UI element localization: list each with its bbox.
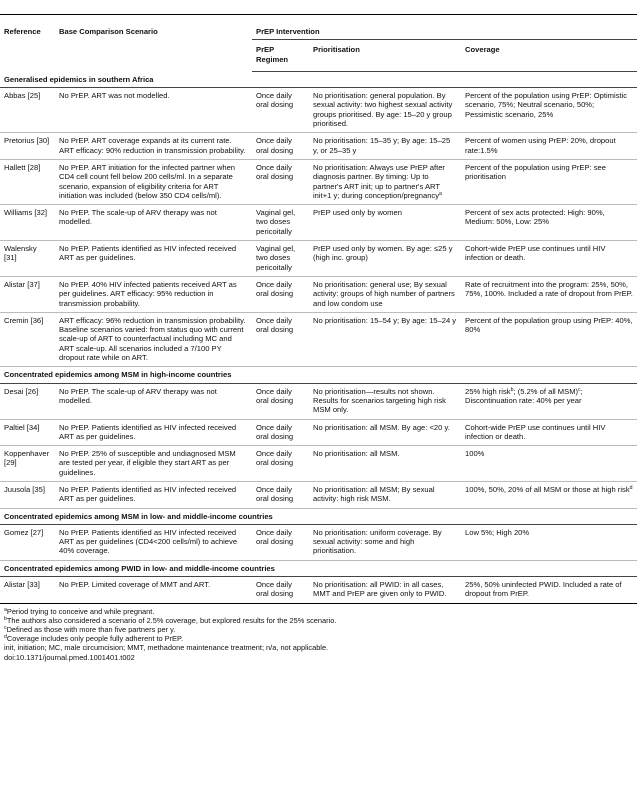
cell-prioritisation: No prioritisation: all MSM. By age: <20 y. xyxy=(309,419,461,446)
cell-regimen: Vaginal gel, two doses pericoitally xyxy=(252,241,309,277)
cell-coverage: Percent of women using PrEP: 20%, dropout rate:1.5% xyxy=(461,133,637,160)
footnote-label: b xyxy=(4,615,7,622)
footnote-d xyxy=(4,634,633,643)
footnote-label: c xyxy=(4,625,7,632)
cell-reference: Desai [26] xyxy=(0,383,55,419)
cell-prioritisation: PrEP used only by women. By age: ≤25 y (high inc. group) xyxy=(309,241,461,277)
cell-reference: Pretorius [30] xyxy=(0,133,55,160)
cell-regimen: Once daily oral dosing xyxy=(252,88,309,133)
table-row xyxy=(0,446,637,482)
footnote-text: Defined as those with more than five partners per y. xyxy=(6,625,176,635)
cell-regimen: Vaginal gel, two doses pericoitally xyxy=(252,205,309,241)
cell-coverage: Low 5%; High 20% xyxy=(461,524,637,560)
cell-base: No PrEP. ART initiation for the infected partner when CD4 cell count fell below 200 cells/ml. In a separate scenario, expansion of eligibility criteria for ART initiation was included (below 350 CD4 cells/ml). xyxy=(55,159,252,204)
table-row xyxy=(0,133,637,160)
cell-reference: Abbas [25] xyxy=(0,88,55,133)
footnote-marker: c xyxy=(578,386,581,393)
cell-text: ; (5.2% of all MSM) xyxy=(513,386,579,396)
cell-base: No PrEP. Patients identified as HIV infected received ART as per guidelines (CD4<200 cells/ml) to achieve 40% coverage. xyxy=(55,524,252,560)
header-base-scenario: Base Comparison Scenario xyxy=(59,27,158,36)
header-regimen: PrEP Regimen xyxy=(252,40,309,72)
cell-prioritisation: No prioritisation: all MSM. xyxy=(309,446,461,482)
cell-regimen: Once daily oral dosing xyxy=(252,419,309,446)
table-row xyxy=(0,577,637,604)
cell-regimen: Once daily oral dosing xyxy=(252,133,309,160)
cell-coverage: Percent of the population using PrEP: see prioritisation xyxy=(461,159,637,204)
cell-base: No PrEP. Patients identified as HIV infected received ART as per guidelines. xyxy=(55,419,252,446)
cell-reference: Gomez [27] xyxy=(0,524,55,560)
footnote-a xyxy=(4,607,633,616)
footnote-c xyxy=(4,625,633,634)
table-row xyxy=(0,312,637,366)
section-title: Concentrated epidemics among MSM in low- and middle-income countries xyxy=(0,508,637,524)
table-row xyxy=(0,481,637,508)
cell-reference: Alistar [37] xyxy=(0,276,55,312)
cell-reference: Koppenhaver [29] xyxy=(0,446,55,482)
header-reference: Reference xyxy=(4,27,41,36)
table-row xyxy=(0,383,637,419)
section-title: Concentrated epidemics among MSM in high-income countries xyxy=(0,367,637,383)
doi-link[interactable]: doi:10.1371/journal.pmed.1001401.t002 xyxy=(4,652,135,662)
cell-base: No PrEP. 40% HIV infected patients received ART as per guidelines. ART efficacy: 95% reduction in transmission probability. xyxy=(55,276,252,312)
cell-coverage: Rate of recruitment into the program: 25%, 50%, 75%, 100%. Included a rate of dropout from PrEP. xyxy=(461,276,637,312)
cell-text: ; Discontinuation rate: 40% per year xyxy=(465,386,583,405)
footnote-text: The authors also considered a scenario of 2.5% coverage, but explored results for the 25% scenario. xyxy=(6,615,337,625)
cell-prioritisation: No prioritisation—results not shown. Results for scenarios targeting high risk MSM only. xyxy=(309,383,461,419)
cell-prioritisation: No prioritisation: uniform coverage. By sexual activity: some and high prioritisation. xyxy=(309,524,461,560)
cell-base: No PrEP. ART was not modelled. xyxy=(55,88,252,133)
cell-regimen: Once daily oral dosing xyxy=(252,159,309,204)
cell-coverage: Percent of sex acts protected: High: 90%, Medium: 50%, Low: 25% xyxy=(461,205,637,241)
table-row xyxy=(0,419,637,446)
cell-text: 25% high risk xyxy=(465,386,511,396)
cell-reference: Walensky [31] xyxy=(0,241,55,277)
cell-coverage: Cohort-wide PrEP use continues until HIV infection or death. xyxy=(461,241,637,277)
footnote-label: a xyxy=(4,606,7,613)
cell-regimen: Once daily oral dosing xyxy=(252,577,309,604)
cell-regimen: Once daily oral dosing xyxy=(252,312,309,366)
table-row xyxy=(0,88,637,133)
header-prioritisation: Prioritisation xyxy=(309,40,461,72)
footnote-marker: d xyxy=(629,484,633,491)
cell-base: ART efficacy: 96% reduction in transmission probability. Baseline scenarios varied: from status quo with current scale-up of ART to counterfactual including MC and ART scale-up. All scenarios included a 7/100 PY dropout rate while on ART. xyxy=(55,312,252,366)
cell-reference: Paltiel [34] xyxy=(0,419,55,446)
footnote-marker: a xyxy=(439,190,442,197)
table-footnotes xyxy=(0,604,637,662)
cell-prioritisation xyxy=(309,159,461,204)
abbreviations: init, initiation; MC, male circumcision; MMT, methadone maintenance treatment; n/a, not applicable. xyxy=(4,643,329,653)
cell-prioritisation: PrEP used only by women xyxy=(309,205,461,241)
cell-prioritisation: No prioritisation: 15–35 y; By age: 15–25 y, or 25–35 y xyxy=(309,133,461,160)
footnote-text: Period trying to conceive and while pregnant. xyxy=(6,606,155,616)
cell-regimen: Once daily oral dosing xyxy=(252,383,309,419)
cell-prioritisation: No prioritisation: general use; By sexual activity: groups of high number of partners and low condom use xyxy=(309,276,461,312)
cell-base: No PrEP. 25% of susceptible and undiagnosed MSM are tested per year, if eligible they start ART as per guidelines. xyxy=(55,446,252,482)
table-row xyxy=(0,524,637,560)
prep-scenarios-table xyxy=(0,15,637,604)
section-title: Generalised epidemics in southern Africa xyxy=(0,71,637,87)
cell-base: No PrEP. Patients identified as HIV infected received ART as per guidelines. xyxy=(55,241,252,277)
cell-prioritisation: No prioritisation: 15–54 y; By age: 15–24 y xyxy=(309,312,461,366)
footnote-text: Coverage includes only people fully adherent to PrEP. xyxy=(6,634,184,644)
cell-prioritisation: No prioritisation: all PWID: in all cases, MMT and PrEP are given only to PWID. xyxy=(309,577,461,604)
cell-regimen: Once daily oral dosing xyxy=(252,446,309,482)
section-title: Concentrated epidemics among PWID in low- and middle-income countries xyxy=(0,560,637,576)
table-row xyxy=(0,276,637,312)
footnote-marker: b xyxy=(510,386,514,393)
table-row xyxy=(0,159,637,204)
header-coverage: Coverage xyxy=(461,40,637,72)
table-top-rule xyxy=(0,0,637,15)
cell-coverage: Percent of the population group using PrEP: 40%, 80% xyxy=(461,312,637,366)
footnote-b xyxy=(4,616,633,625)
cell-coverage xyxy=(461,383,637,419)
cell-regimen: Once daily oral dosing xyxy=(252,276,309,312)
cell-text: No prioritisation: Always use PrEP after diagnosis partner. By timing: Up to partner's ART init; up to partner's ART init+1 y; during conception/pregnancy xyxy=(313,162,445,200)
header-prep-intervention: PrEP Intervention xyxy=(252,15,637,40)
cell-reference: Williams [32] xyxy=(0,205,55,241)
cell-reference: Alistar [33] xyxy=(0,577,55,604)
cell-regimen: Once daily oral dosing xyxy=(252,481,309,508)
cell-coverage: Cohort-wide PrEP use continues until HIV infection or death. xyxy=(461,419,637,446)
cell-reference: Hallett [28] xyxy=(0,159,55,204)
cell-coverage: 100% xyxy=(461,446,637,482)
cell-base: No PrEP. The scale-up of ARV therapy was not modelled. xyxy=(55,383,252,419)
cell-coverage: Percent of the population using PrEP: Optimistic scenario, 75%; Neutral scenario, 50%; Pessimistic scenario, 25% xyxy=(461,88,637,133)
cell-prioritisation: No prioritisation: general population. By sexual activity: two highest sexual activity groups prioritised. By age: 15–20 y group prioritised. xyxy=(309,88,461,133)
cell-coverage: 25%, 50% uninfected PWID. Included a rate of dropout from PrEP. xyxy=(461,577,637,604)
cell-base: No PrEP. The scale-up of ARV therapy was not modelled. xyxy=(55,205,252,241)
cell-regimen: Once daily oral dosing xyxy=(252,524,309,560)
cell-base: No PrEP. ART coverage expands at its current rate. ART efficacy: 90% reduction in transmission probability. xyxy=(55,133,252,160)
cell-reference: Juusola [35] xyxy=(0,481,55,508)
table-row xyxy=(0,241,637,277)
cell-coverage xyxy=(461,481,637,508)
cell-base: No PrEP. Patients identified as HIV infected received ART as per guidelines. xyxy=(55,481,252,508)
footnote-label: d xyxy=(4,634,7,641)
cell-prioritisation: No prioritisation: all MSM; By sexual activity: high risk MSM. xyxy=(309,481,461,508)
cell-base: No PrEP. Limited coverage of MMT and ART. xyxy=(55,577,252,604)
cell-reference: Cremin [36] xyxy=(0,312,55,366)
cell-text: 100%, 50%, 20% of all MSM or those at high risk xyxy=(465,484,630,494)
table-row xyxy=(0,205,637,241)
